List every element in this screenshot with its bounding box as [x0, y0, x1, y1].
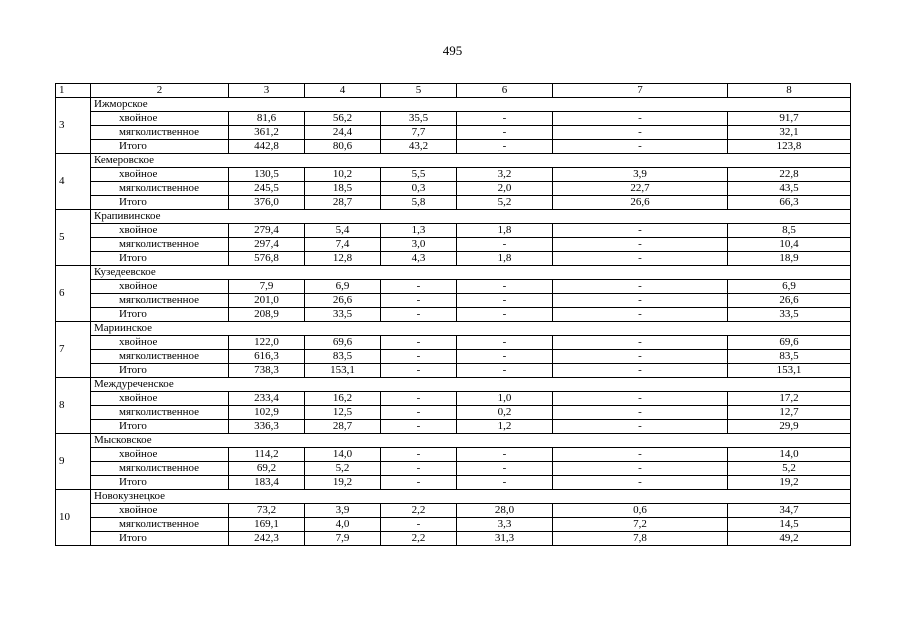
- column-header: 2: [91, 84, 229, 98]
- value-cell: -: [553, 112, 728, 126]
- value-cell: 18,9: [728, 252, 851, 266]
- value-cell: -: [553, 140, 728, 154]
- value-cell: 3,9: [305, 504, 381, 518]
- value-cell: -: [553, 420, 728, 434]
- value-cell: 5,2: [457, 196, 553, 210]
- value-cell: 10,2: [305, 168, 381, 182]
- district-number: 4: [56, 154, 91, 210]
- district-name: Кузедеевское: [91, 266, 851, 280]
- value-cell: 4,3: [381, 252, 457, 266]
- value-cell: -: [457, 112, 553, 126]
- forest-type-cell: хвойное: [91, 448, 229, 462]
- value-cell: -: [457, 238, 553, 252]
- table-row: [56, 518, 851, 532]
- district-name: Кемеровское: [91, 154, 851, 168]
- district-header-row: [56, 490, 851, 504]
- value-cell: 91,7: [728, 112, 851, 126]
- value-cell: 1,2: [457, 420, 553, 434]
- column-header: 7: [553, 84, 728, 98]
- table-row: [56, 504, 851, 518]
- value-cell: -: [553, 294, 728, 308]
- district-name: Ижморское: [91, 98, 851, 112]
- value-cell: 245,5: [229, 182, 305, 196]
- value-cell: 22,7: [553, 182, 728, 196]
- table-row: [56, 140, 851, 154]
- district-name: Крапивинское: [91, 210, 851, 224]
- forest-data-table: [55, 83, 851, 546]
- forest-type-cell: Итого: [91, 252, 229, 266]
- value-cell: 69,6: [305, 336, 381, 350]
- forest-type-cell: мягколиственное: [91, 350, 229, 364]
- value-cell: 33,5: [305, 308, 381, 322]
- value-cell: 242,3: [229, 532, 305, 546]
- column-header: 4: [305, 84, 381, 98]
- forest-type-cell: хвойное: [91, 112, 229, 126]
- value-cell: 336,3: [229, 420, 305, 434]
- value-cell: -: [553, 238, 728, 252]
- value-cell: -: [381, 336, 457, 350]
- value-cell: -: [457, 364, 553, 378]
- value-cell: 3,2: [457, 168, 553, 182]
- value-cell: 0,3: [381, 182, 457, 196]
- column-header: 8: [728, 84, 851, 98]
- table-row: [56, 196, 851, 210]
- value-cell: 83,5: [305, 350, 381, 364]
- value-cell: 442,8: [229, 140, 305, 154]
- district-number: 9: [56, 434, 91, 490]
- value-cell: -: [381, 392, 457, 406]
- table-row: [56, 308, 851, 322]
- value-cell: 28,7: [305, 420, 381, 434]
- value-cell: 5,2: [728, 462, 851, 476]
- district-header-row: [56, 434, 851, 448]
- value-cell: 2,2: [381, 504, 457, 518]
- value-cell: 18,5: [305, 182, 381, 196]
- value-cell: 4,0: [305, 518, 381, 532]
- value-cell: 233,4: [229, 392, 305, 406]
- value-cell: 7,2: [553, 518, 728, 532]
- table-row: [56, 462, 851, 476]
- table-row: [56, 392, 851, 406]
- district-name: Междуреченское: [91, 378, 851, 392]
- value-cell: -: [553, 364, 728, 378]
- value-cell: 12,7: [728, 406, 851, 420]
- value-cell: 114,2: [229, 448, 305, 462]
- district-name: Новокузнецкое: [91, 490, 851, 504]
- value-cell: 14,5: [728, 518, 851, 532]
- forest-type-cell: мягколиственное: [91, 406, 229, 420]
- value-cell: 7,8: [553, 532, 728, 546]
- value-cell: 14,0: [728, 448, 851, 462]
- district-number: 3: [56, 98, 91, 154]
- value-cell: -: [457, 294, 553, 308]
- district-header-row: [56, 322, 851, 336]
- forest-type-cell: Итого: [91, 364, 229, 378]
- district-number: 10: [56, 490, 91, 546]
- value-cell: 32,1: [728, 126, 851, 140]
- value-cell: 10,4: [728, 238, 851, 252]
- value-cell: 35,5: [381, 112, 457, 126]
- value-cell: 26,6: [728, 294, 851, 308]
- table-row: [56, 224, 851, 238]
- district-number: 5: [56, 210, 91, 266]
- value-cell: 122,0: [229, 336, 305, 350]
- forest-type-cell: хвойное: [91, 280, 229, 294]
- value-cell: 33,5: [728, 308, 851, 322]
- forest-type-cell: хвойное: [91, 504, 229, 518]
- value-cell: -: [553, 126, 728, 140]
- table-row: [56, 364, 851, 378]
- table-row: [56, 280, 851, 294]
- forest-type-cell: Итого: [91, 476, 229, 490]
- value-cell: 7,9: [305, 532, 381, 546]
- value-cell: 0,6: [553, 504, 728, 518]
- table-row: [56, 126, 851, 140]
- table-row: [56, 168, 851, 182]
- value-cell: 22,8: [728, 168, 851, 182]
- value-cell: -: [381, 364, 457, 378]
- forest-type-cell: хвойное: [91, 224, 229, 238]
- forest-type-cell: хвойное: [91, 168, 229, 182]
- value-cell: 576,8: [229, 252, 305, 266]
- value-cell: 7,7: [381, 126, 457, 140]
- value-cell: -: [553, 392, 728, 406]
- table-row: [56, 294, 851, 308]
- district-header-row: [56, 210, 851, 224]
- value-cell: 5,8: [381, 196, 457, 210]
- district-header-row: [56, 98, 851, 112]
- value-cell: 5,5: [381, 168, 457, 182]
- table-row: [56, 252, 851, 266]
- table-row: [56, 336, 851, 350]
- column-header: 6: [457, 84, 553, 98]
- district-number: 6: [56, 266, 91, 322]
- value-cell: 6,9: [728, 280, 851, 294]
- district-header-row: [56, 378, 851, 392]
- forest-type-cell: мягколиственное: [91, 294, 229, 308]
- value-cell: -: [457, 462, 553, 476]
- value-cell: 83,5: [728, 350, 851, 364]
- forest-type-cell: Итого: [91, 420, 229, 434]
- value-cell: 201,0: [229, 294, 305, 308]
- value-cell: 24,4: [305, 126, 381, 140]
- value-cell: -: [381, 476, 457, 490]
- table-row: [56, 112, 851, 126]
- value-cell: 130,5: [229, 168, 305, 182]
- value-cell: 12,8: [305, 252, 381, 266]
- table-row: [56, 532, 851, 546]
- value-cell: 183,4: [229, 476, 305, 490]
- value-cell: -: [553, 350, 728, 364]
- value-cell: 153,1: [305, 364, 381, 378]
- table-row: [56, 350, 851, 364]
- column-header: 1: [56, 84, 91, 98]
- district-name: Мысковское: [91, 434, 851, 448]
- value-cell: 26,6: [305, 294, 381, 308]
- value-cell: -: [381, 406, 457, 420]
- value-cell: -: [457, 140, 553, 154]
- value-cell: 1,0: [457, 392, 553, 406]
- value-cell: -: [553, 406, 728, 420]
- value-cell: 19,2: [305, 476, 381, 490]
- value-cell: 5,4: [305, 224, 381, 238]
- value-cell: 297,4: [229, 238, 305, 252]
- district-number: 8: [56, 378, 91, 434]
- value-cell: 3,0: [381, 238, 457, 252]
- value-cell: -: [381, 294, 457, 308]
- value-cell: 17,2: [728, 392, 851, 406]
- value-cell: 34,7: [728, 504, 851, 518]
- column-header: 5: [381, 84, 457, 98]
- value-cell: -: [381, 462, 457, 476]
- value-cell: 1,3: [381, 224, 457, 238]
- value-cell: 81,6: [229, 112, 305, 126]
- table-body: [56, 84, 851, 546]
- value-cell: 208,9: [229, 308, 305, 322]
- value-cell: 29,9: [728, 420, 851, 434]
- value-cell: -: [381, 448, 457, 462]
- value-cell: -: [457, 350, 553, 364]
- table-row: [56, 448, 851, 462]
- forest-type-cell: хвойное: [91, 392, 229, 406]
- value-cell: 49,2: [728, 532, 851, 546]
- value-cell: 66,3: [728, 196, 851, 210]
- forest-type-cell: мягколиственное: [91, 126, 229, 140]
- table-row: [56, 182, 851, 196]
- value-cell: 69,6: [728, 336, 851, 350]
- value-cell: -: [457, 308, 553, 322]
- value-cell: -: [381, 350, 457, 364]
- value-cell: -: [381, 280, 457, 294]
- value-cell: 3,9: [553, 168, 728, 182]
- value-cell: 1,8: [457, 252, 553, 266]
- value-cell: 69,2: [229, 462, 305, 476]
- forest-type-cell: Итого: [91, 140, 229, 154]
- value-cell: 16,2: [305, 392, 381, 406]
- value-cell: 2,0: [457, 182, 553, 196]
- table-header-row: [56, 84, 851, 98]
- value-cell: -: [457, 280, 553, 294]
- value-cell: -: [381, 308, 457, 322]
- value-cell: 153,1: [728, 364, 851, 378]
- value-cell: -: [457, 336, 553, 350]
- table-row: [56, 238, 851, 252]
- district-header-row: [56, 266, 851, 280]
- value-cell: 43,2: [381, 140, 457, 154]
- forest-type-cell: Итого: [91, 308, 229, 322]
- value-cell: -: [457, 448, 553, 462]
- district-number: 7: [56, 322, 91, 378]
- value-cell: -: [457, 476, 553, 490]
- value-cell: 19,2: [728, 476, 851, 490]
- column-header: 3: [229, 84, 305, 98]
- value-cell: 7,9: [229, 280, 305, 294]
- table-row: [56, 476, 851, 490]
- forest-type-cell: мягколиственное: [91, 182, 229, 196]
- value-cell: -: [553, 336, 728, 350]
- value-cell: 8,5: [728, 224, 851, 238]
- forest-type-cell: мягколиственное: [91, 518, 229, 532]
- value-cell: 376,0: [229, 196, 305, 210]
- value-cell: 43,5: [728, 182, 851, 196]
- value-cell: 56,2: [305, 112, 381, 126]
- forest-type-cell: хвойное: [91, 336, 229, 350]
- page-number: 495: [442, 43, 463, 58]
- value-cell: 14,0: [305, 448, 381, 462]
- value-cell: -: [381, 420, 457, 434]
- value-cell: 28,0: [457, 504, 553, 518]
- district-name: Мариинское: [91, 322, 851, 336]
- value-cell: -: [553, 252, 728, 266]
- value-cell: 361,2: [229, 126, 305, 140]
- value-cell: 73,2: [229, 504, 305, 518]
- value-cell: 102,9: [229, 406, 305, 420]
- value-cell: -: [553, 462, 728, 476]
- district-header-row: [56, 154, 851, 168]
- value-cell: 28,7: [305, 196, 381, 210]
- value-cell: 6,9: [305, 280, 381, 294]
- forest-type-cell: Итого: [91, 532, 229, 546]
- value-cell: 123,8: [728, 140, 851, 154]
- value-cell: -: [553, 476, 728, 490]
- value-cell: 31,3: [457, 532, 553, 546]
- value-cell: 616,3: [229, 350, 305, 364]
- value-cell: 0,2: [457, 406, 553, 420]
- forest-type-cell: мягколиственное: [91, 462, 229, 476]
- value-cell: 2,2: [381, 532, 457, 546]
- value-cell: 12,5: [305, 406, 381, 420]
- value-cell: 26,6: [553, 196, 728, 210]
- forest-type-cell: мягколиственное: [91, 238, 229, 252]
- table-row: [56, 420, 851, 434]
- value-cell: -: [553, 448, 728, 462]
- value-cell: -: [553, 308, 728, 322]
- table-row: [56, 406, 851, 420]
- value-cell: -: [553, 280, 728, 294]
- value-cell: -: [553, 224, 728, 238]
- value-cell: -: [381, 518, 457, 532]
- value-cell: 1,8: [457, 224, 553, 238]
- value-cell: 279,4: [229, 224, 305, 238]
- value-cell: 80,6: [305, 140, 381, 154]
- value-cell: -: [457, 126, 553, 140]
- value-cell: 5,2: [305, 462, 381, 476]
- value-cell: 7,4: [305, 238, 381, 252]
- value-cell: 738,3: [229, 364, 305, 378]
- forest-type-cell: Итого: [91, 196, 229, 210]
- value-cell: 3,3: [457, 518, 553, 532]
- value-cell: 169,1: [229, 518, 305, 532]
